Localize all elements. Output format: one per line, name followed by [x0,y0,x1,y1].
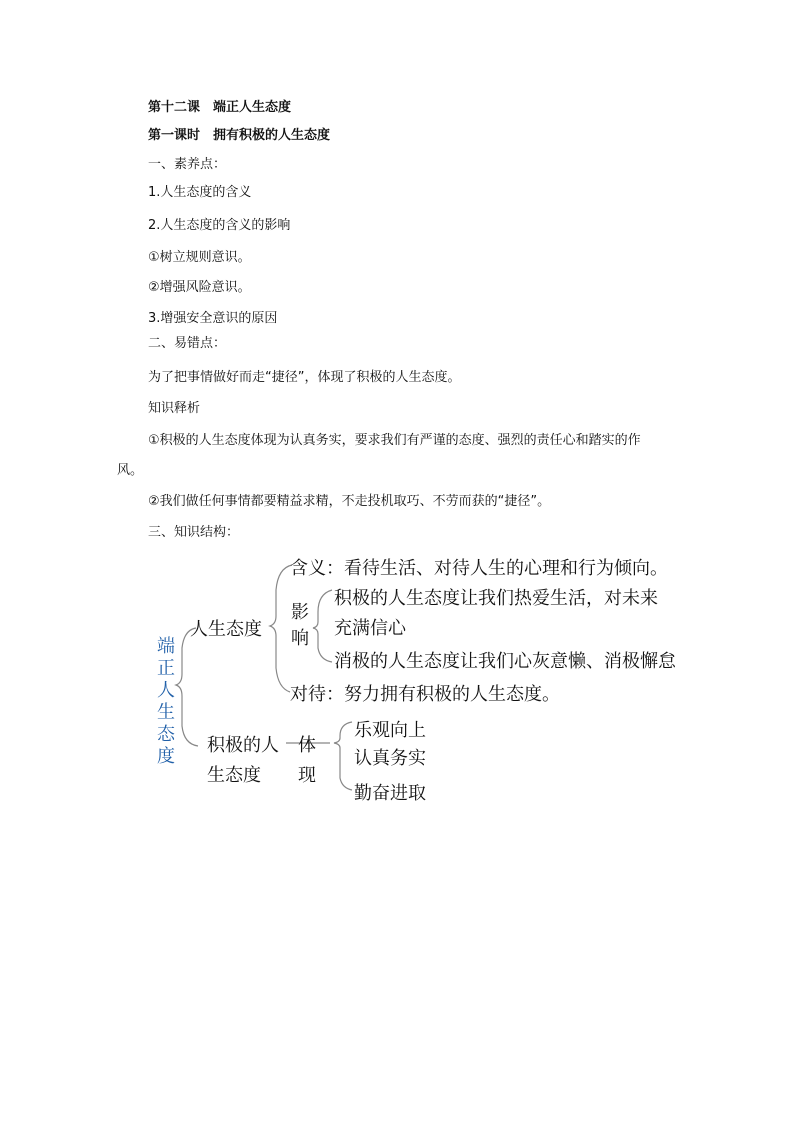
embody-item: 勤奋进取 [354,783,426,804]
attitude-text: 对待：努力拥有积极的人生态度。 [290,684,560,705]
embody-label-cont: 现 [298,765,316,786]
list-item: ②增强风险意识。 [148,280,251,295]
branch2-label-cont: 生态度 [207,765,261,786]
part3-heading: 三、知识结构： [148,525,240,540]
branch1-brace [270,565,292,692]
part1-heading: 一、素养点： [148,157,227,172]
analysis-point-2: ②我们做任何事情都要精益求精，不走投机取巧、不劳而获的“捷径”。 [148,494,551,509]
influence-positive-cont: 充满信心 [334,618,406,639]
embody-item: 认真务实 [354,748,426,769]
embody-brace [334,722,352,790]
lesson-title: 第十二课 端正人生态度 [148,100,292,115]
influence-negative: 消极的人生态度让我们心灰意懒、消极懈怠 [334,651,676,672]
root-label: 端正人生态度 [157,636,175,767]
influence-brace [313,590,332,662]
root-brace [176,628,198,746]
influence-positive: 积极的人生态度让我们热爱生活，对未来 [334,588,658,609]
embody-item: 乐观向上 [354,720,426,741]
analysis-point-1: ①积极的人生态度体现为认真务实，要求我们有严谨的态度、强烈的责任心和踏实的作 [148,433,641,448]
meaning-text: 含义：看待生活、对待人生的心理和行为倾向。 [290,558,668,579]
section-title: 第一课时 拥有积极的人生态度 [148,128,331,143]
list-item: 2.人生态度的含义的影响 [148,218,291,233]
embody-label: 体 [298,735,316,756]
error-statement: 为了把事情做好而走“捷径”，体现了积极的人生态度。 [148,370,461,385]
list-item: 1.人生态度的含义 [148,185,252,200]
branch1-label: 人生态度 [190,619,262,640]
influence-label: 影响 [291,602,309,649]
part2-heading: 二、易错点： [148,336,227,351]
analysis-label: 知识释析 [148,401,201,416]
analysis-point-1-cont: 风。 [117,463,144,478]
list-item: 3.增强安全意识的原因 [148,311,278,326]
list-item: ①树立规则意识。 [148,250,251,265]
branch2-label: 积极的人 [207,735,279,756]
